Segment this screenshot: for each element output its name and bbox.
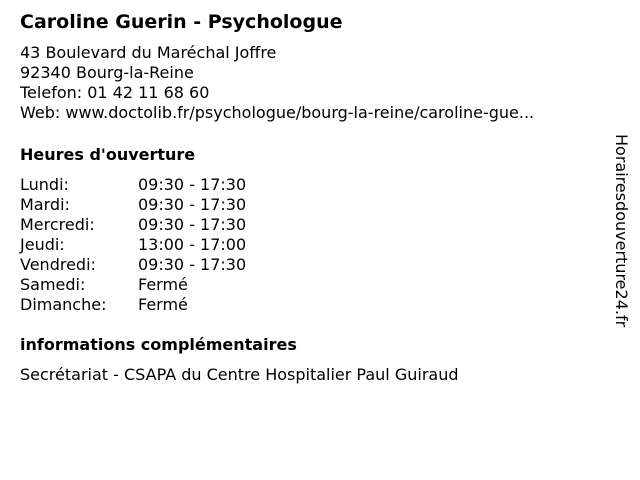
hours-row-friday [20,255,246,275]
day-hours: 09:30 - 17:30 [138,195,247,214]
page-title: Caroline Guerin - Psychologue [20,11,343,33]
extra-info-heading: informations complémentaires [20,335,297,354]
watermark-text: Horairesdouverture24.fr [612,134,631,328]
city-address: 92340 Bourg-la-Reine [20,63,194,82]
day-label: Lundi: [20,175,69,194]
hours-row-sunday [20,295,246,315]
day-hours: 09:30 - 17:30 [138,175,247,194]
day-hours: Fermé [138,295,188,314]
day-label: Vendredi: [20,255,96,274]
day-label: Samedi: [20,275,86,294]
phone-number: Telefon: 01 42 11 68 60 [20,83,210,102]
day-label: Dimanche: [20,295,107,314]
hours-row-saturday [20,275,246,295]
hours-row-thursday [20,235,246,255]
hours-heading: Heures d'ouverture [20,145,196,164]
hours-list [20,175,246,315]
hours-row-wednesday [20,215,246,235]
hours-row-monday [20,175,246,195]
day-label: Mercredi: [20,215,95,234]
day-label: Mardi: [20,195,70,214]
contact-info [20,43,534,123]
hours-row-tuesday [20,195,246,215]
day-hours: 13:00 - 17:00 [138,235,247,254]
day-hours: 09:30 - 17:30 [138,215,247,234]
day-hours: Fermé [138,275,188,294]
day-hours: 09:30 - 17:30 [138,255,247,274]
website: Web: www.doctolib.fr/psychologue/bourg-la-reine/caroline-gue... [20,103,535,122]
day-label: Jeudi: [20,235,65,254]
street-address: 43 Boulevard du Maréchal Joffre [20,43,277,62]
extra-info-text: Secrétariat - CSAPA du Centre Hospitalier Paul Guiraud [20,365,459,384]
